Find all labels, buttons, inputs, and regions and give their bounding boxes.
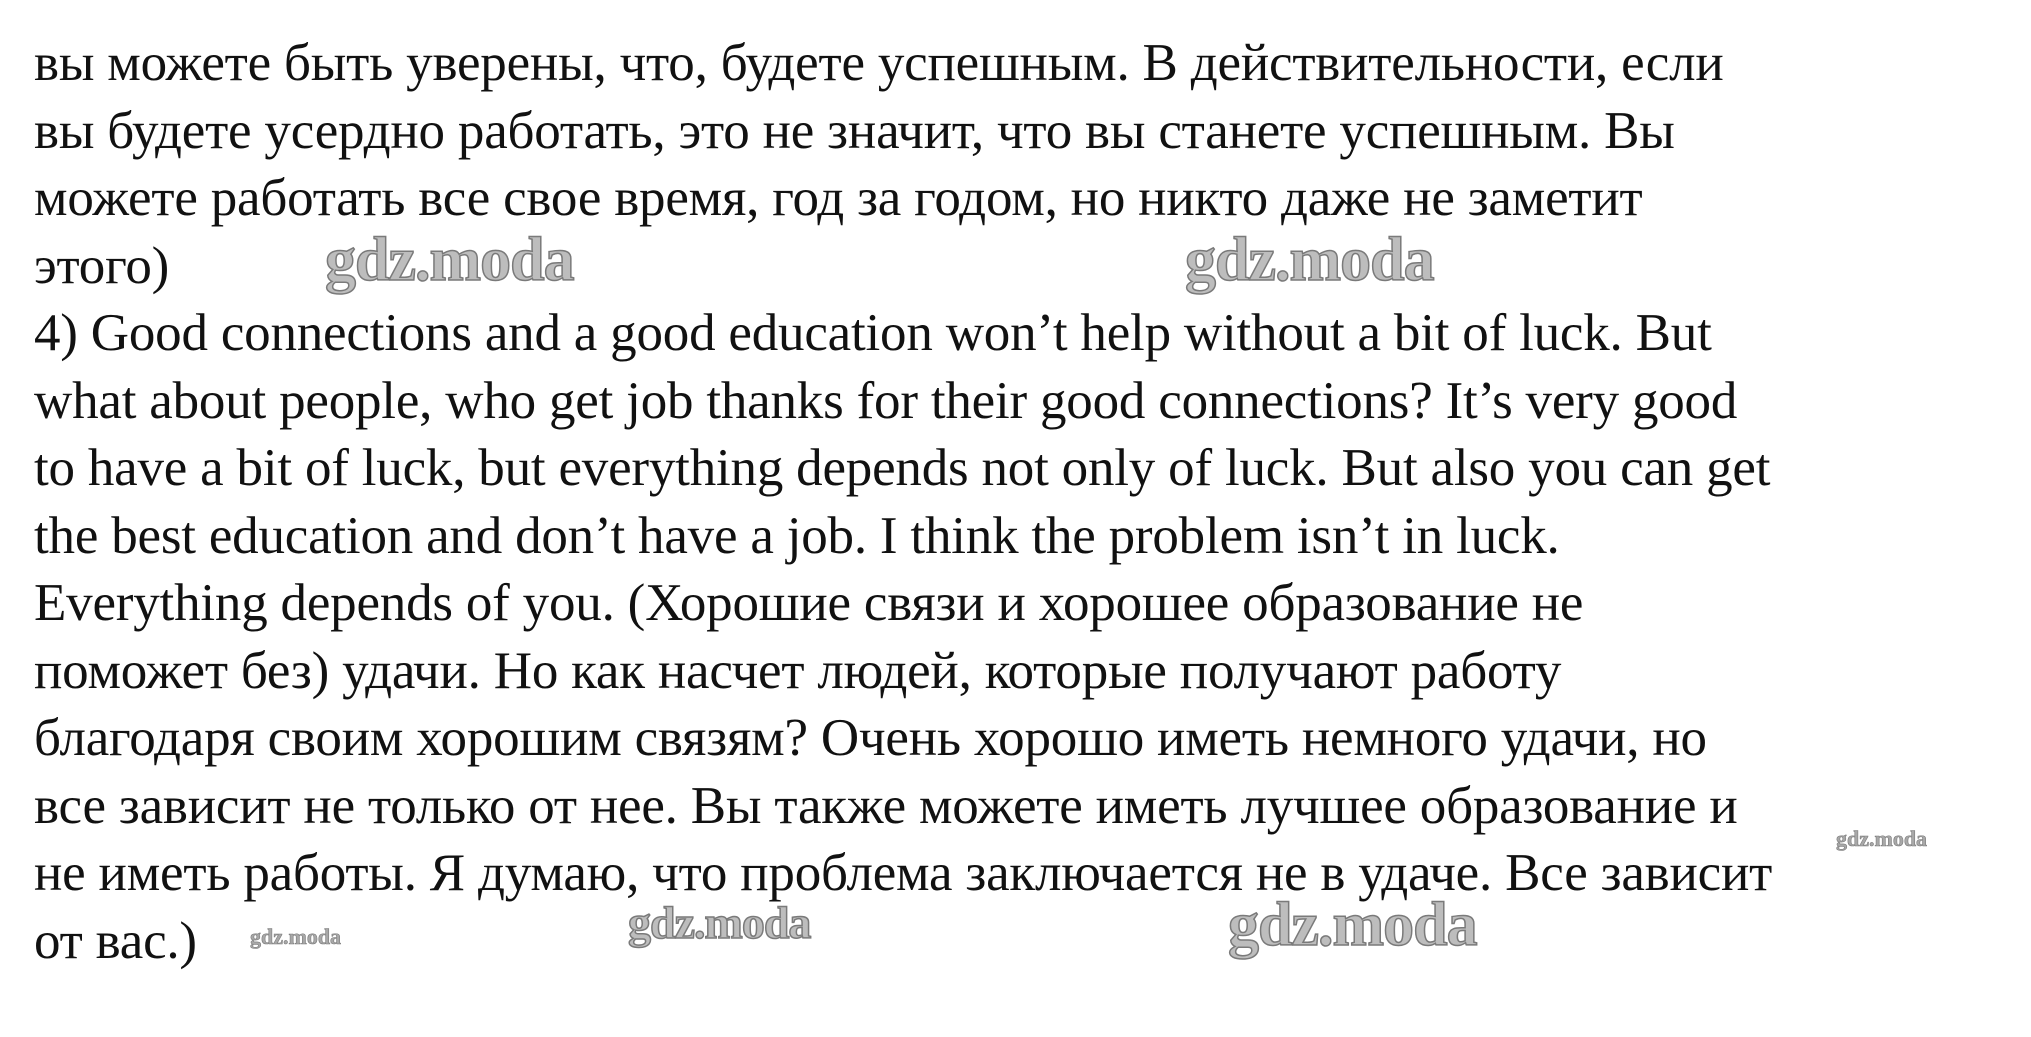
watermark: gdz.moda <box>325 226 574 294</box>
body-text <box>34 30 2024 975</box>
watermark: gdz.moda <box>628 897 811 948</box>
text-line: Everything depends of you. (Хорошие связи и хорошее образование не <box>34 574 1584 632</box>
text-line: не иметь работы. Я думаю, что проблема заключается не в удаче. Все зависит <box>34 844 1773 902</box>
watermark: gdz.moda <box>1836 826 1928 851</box>
text-line: благодаря своим хорошим связям? Очень хорошо иметь немного удачи, но <box>34 709 1707 767</box>
watermark: gdz.moda <box>1228 891 1477 959</box>
text-line: to have a bit of luck, but everything depends not only of luck. But also you can get <box>34 439 1771 497</box>
watermark: gdz.moda <box>1185 226 1434 294</box>
watermark: gdz.moda <box>250 924 342 949</box>
text-line: все зависит не только от нее. Вы также можете иметь лучшее образование и <box>34 776 1738 835</box>
text-line: от вас.) <box>34 911 197 970</box>
text-line: 4) Good connections and a good education won’t help without a bit of luck. But <box>34 304 1712 362</box>
text-line: the best education and don’t have a job. I think the problem isn’t in luck. <box>34 506 1560 565</box>
text-line: этого) <box>34 236 170 295</box>
text-line: what about people, who get job thanks for their good connections? It’s very good <box>34 371 1738 430</box>
text-line: можете работать все свое время, год за годом, но никто даже не заметит <box>34 169 1643 227</box>
text-line: поможет без) удачи. Но как насчет людей, которые получают работу <box>34 641 1562 700</box>
text-line: вы можете быть уверены, что, будете успешным. В действительности, если <box>34 34 1724 92</box>
text-line: вы будете усердно работать, это не значит, что вы станете успешным. Вы <box>34 101 1675 160</box>
